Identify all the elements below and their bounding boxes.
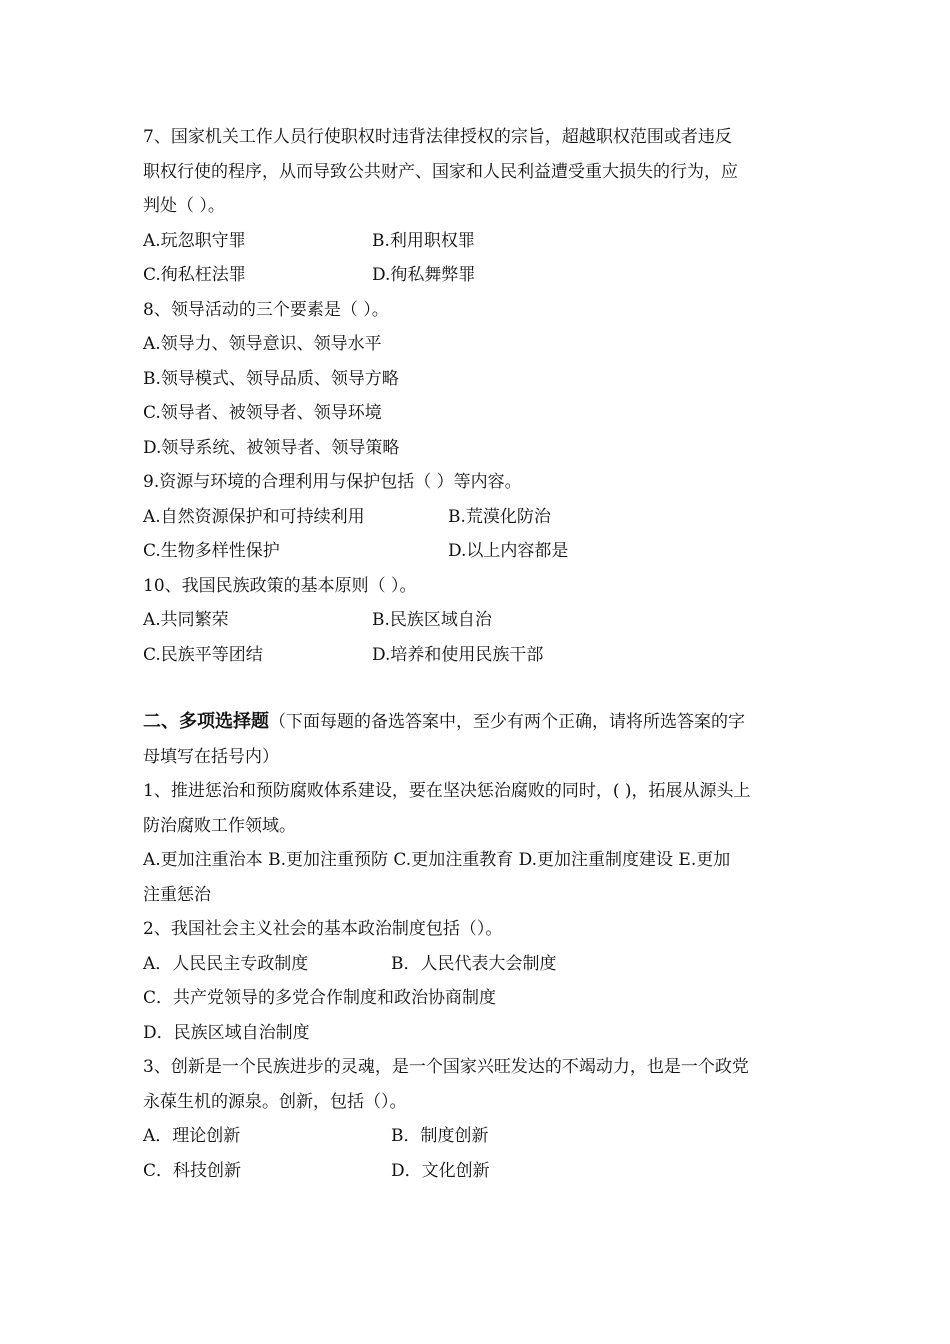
option-a: A．人民民主专政制度 xyxy=(143,953,309,974)
document-page xyxy=(143,120,813,1188)
section-instructions: （下面每题的备选答案中，至少有两个正确，请将所选答案的字 xyxy=(269,712,745,732)
option-c: C.徇私枉法罪 xyxy=(143,265,246,285)
multi-question-2 xyxy=(143,912,813,1050)
question-text: 防治腐败工作领域。 xyxy=(143,815,296,836)
option-d: D.以上内容都是 xyxy=(448,541,569,561)
question-9 xyxy=(143,465,813,569)
option-c: C.领导者、被领导者、领导环境 xyxy=(143,403,382,423)
question-text: 7、国家机关工作人员行使职权时违背法律授权的宗旨，超越职权范围或者违反 xyxy=(143,127,732,147)
section-title: 二、多项选择题 xyxy=(143,711,269,732)
option-d: D.领导系统、被领导者、领导策略 xyxy=(143,437,400,458)
question-8 xyxy=(143,293,813,466)
options-text: 注重惩治 xyxy=(143,884,211,905)
option-a: A.玩忽职守罪 xyxy=(143,230,246,251)
option-b: B.利用职权罪 xyxy=(372,230,475,251)
question-text: 永葆生机的源泉。创新，包括（）。 xyxy=(143,1091,407,1112)
question-stem: 2、我国社会主义社会的基本政治制度包括（）。 xyxy=(143,919,503,939)
option-a: A．理论创新 xyxy=(143,1126,241,1146)
option-d: D．民族区域自治制度 xyxy=(143,1022,310,1043)
multi-question-3 xyxy=(143,1050,813,1188)
option-c: C．共产党领导的多党合作制度和政治协商制度 xyxy=(143,988,497,1008)
option-d: D.培养和使用民族干部 xyxy=(372,644,544,665)
option-a: A.自然资源保护和可持续利用 xyxy=(143,506,365,527)
question-text: 1、推进惩治和预防腐败体系建设，要在坚决惩治腐败的同时，( )，拓展从源头上 xyxy=(143,781,751,801)
option-b: B．人民代表大会制度 xyxy=(391,953,557,974)
multi-question-1 xyxy=(143,774,813,912)
option-b: B．制度创新 xyxy=(391,1126,489,1146)
option-b: B.荒漠化防治 xyxy=(448,506,551,527)
option-c: C．科技创新 xyxy=(143,1160,242,1181)
question-text: 职权行使的程序，从而导致公共财产、国家和人民利益遭受重大损失的行为，应 xyxy=(143,161,738,182)
option-b: B.领导模式、领导品质、领导方略 xyxy=(143,368,399,389)
option-d: D.徇私舞弊罪 xyxy=(372,265,476,285)
question-stem: 9.资源与环境的合理利用与保护包括（ ）等内容。 xyxy=(143,472,522,492)
question-stem: 8、领导活动的三个要素是（ ）。 xyxy=(143,299,389,320)
options-text: A.更加注重治本 B.更加注重预防 C.更加注重教育 D.更加注重制度建设 E.更加 xyxy=(143,850,731,870)
question-10 xyxy=(143,569,813,673)
section-instructions-cont: 母填写在括号内） xyxy=(143,746,279,767)
option-d: D．文化创新 xyxy=(391,1160,490,1181)
question-stem: 10、我国民族政策的基本原则（ ）。 xyxy=(143,575,417,596)
option-c: C.民族平等团结 xyxy=(143,644,263,665)
question-text: 3、创新是一个民族进步的灵魂，是一个国家兴旺发达的不竭动力，也是一个政党 xyxy=(143,1057,749,1077)
option-a: A.共同繁荣 xyxy=(143,610,229,630)
option-c: C.生物多样性保护 xyxy=(143,541,280,561)
question-text: 判处（ ）。 xyxy=(143,196,225,216)
question-7 xyxy=(143,120,813,293)
option-a: A.领导力、领导意识、领导水平 xyxy=(143,334,382,354)
section-2-heading xyxy=(143,705,813,774)
option-b: B.民族区域自治 xyxy=(372,610,492,630)
